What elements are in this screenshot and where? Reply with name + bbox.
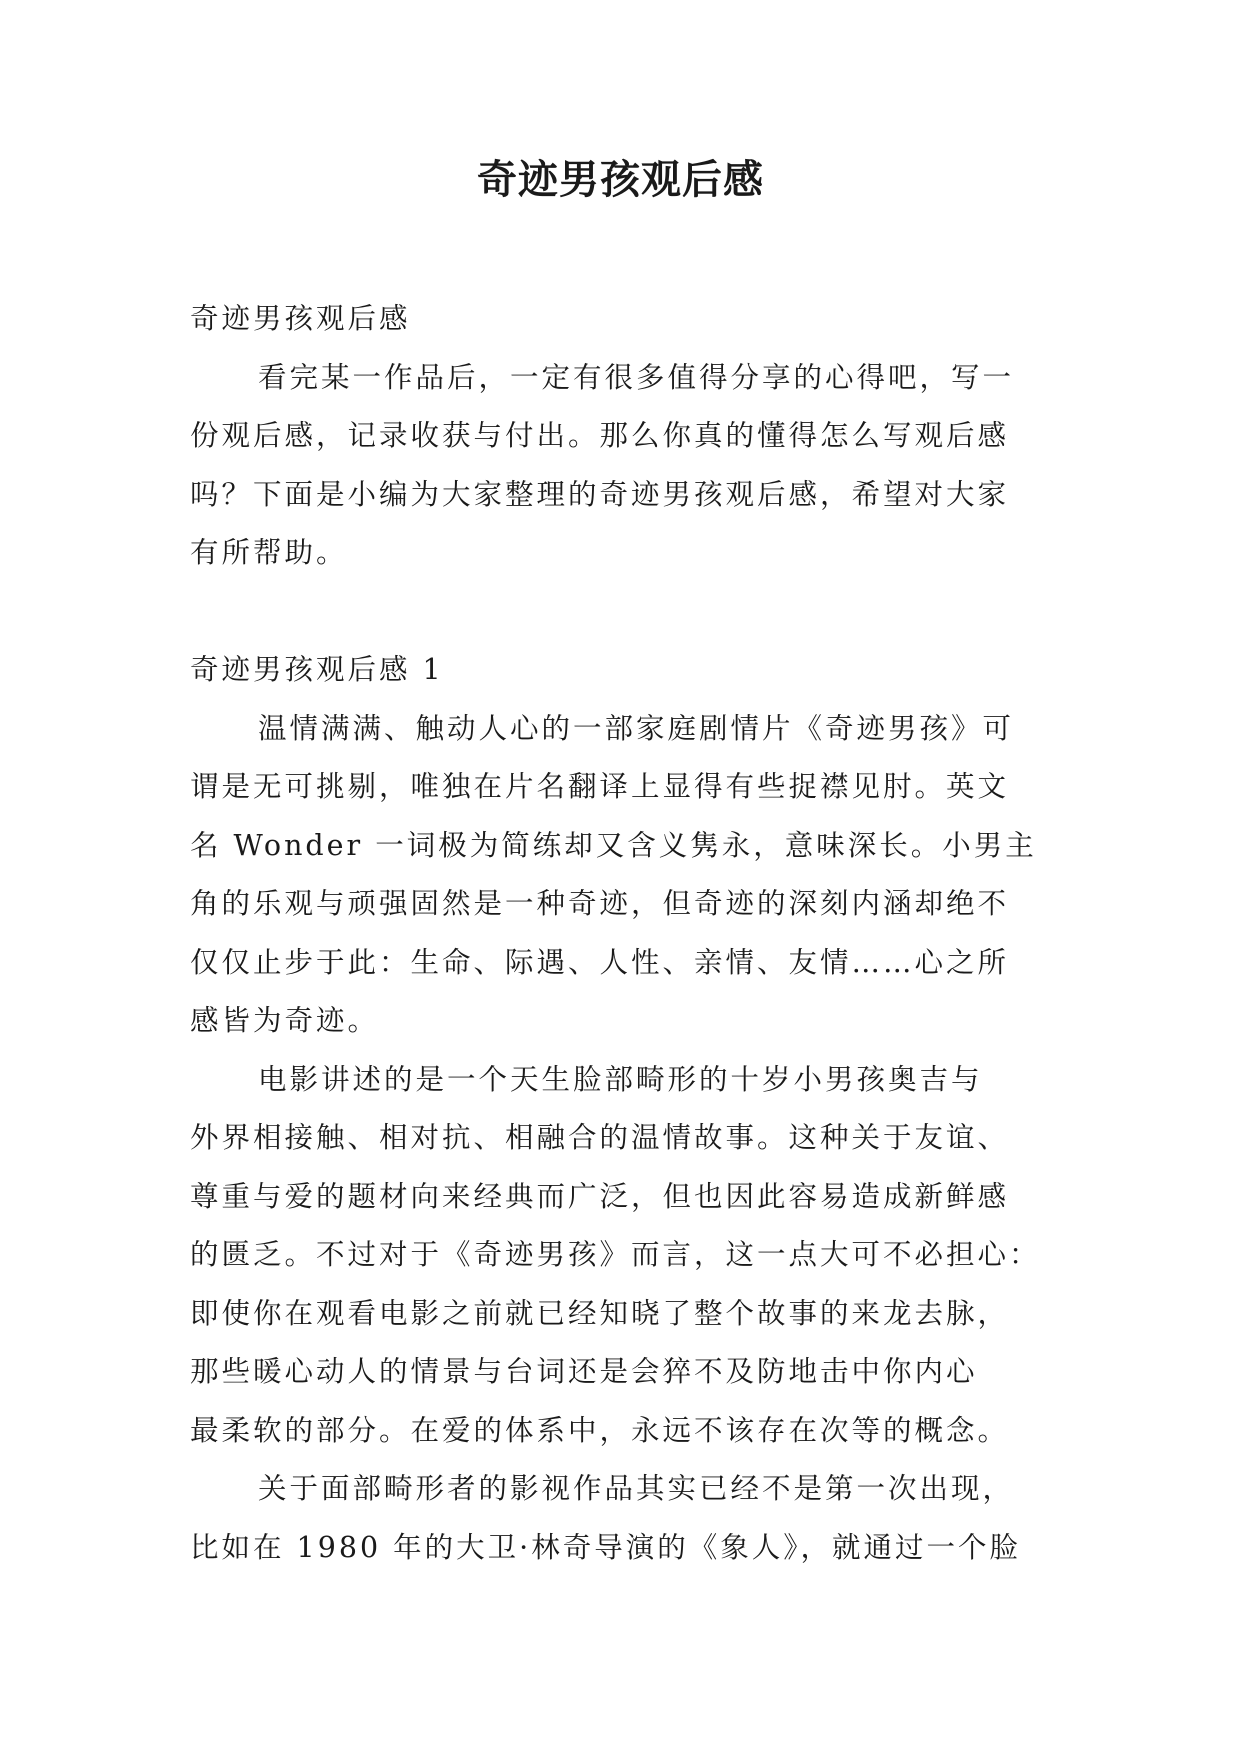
document-body [190, 290, 1052, 1577]
text-line: 看完某一作品后，一定有很多值得分享的心得吧，写一 [258, 360, 1015, 394]
text-line: 最柔软的部分。在爱的体系中，永远不该存在次等的概念。 [190, 1413, 1010, 1447]
text-line: 电影讲述的是一个天生脸部畸形的十岁小男孩奥吉与 [258, 1062, 983, 1096]
text-line: 外界相接触、相对抗、相融合的温情故事。这种关于友谊、 [190, 1121, 1010, 1154]
text-line: 奇迹男孩观后感 1 [190, 653, 444, 686]
text-line: 份观后感，记录收获与付出。那么你真的懂得怎么写观后感 [190, 419, 1010, 452]
text-line: 仅仅止步于此：生命、际遇、人性、亲情、友情……心之所 [190, 945, 1010, 979]
paragraph-gap [190, 583, 1052, 642]
text-line: 角的乐观与顽强固然是一种奇迹，但奇迹的深刻内涵却绝不 [190, 887, 1010, 920]
text-line: 名 Wonder 一词极为简练却又含义隽永，意味深长。小男主 [190, 828, 1037, 862]
text-line: 那些暖心动人的情景与台词还是会猝不及防地击中你内心 [190, 1355, 978, 1388]
text-line: 尊重与爱的题材向来经典而广泛，但也因此容易造成新鲜感 [190, 1179, 1010, 1213]
text-line: 感皆为奇迹。 [190, 1004, 380, 1037]
text-line: 关于面部畸形者的影视作品其实已经不是第一次出现， [258, 1472, 1015, 1505]
text-line: 奇迹男孩观后感 [190, 302, 411, 335]
text-line: 温情满满、触动人心的一部家庭剧情片《奇迹男孩》可 [258, 711, 1015, 745]
text-line: 即使你在观看电影之前就已经知晓了整个故事的来龙去脉， [190, 1296, 1010, 1330]
text-line: 有所帮助。 [190, 536, 348, 569]
page-title: 奇迹男孩观后感 [477, 157, 764, 203]
text-line: 谓是无可挑剔，唯独在片名翻译上显得有些捉襟见肘。英文 [190, 770, 1010, 803]
text-line: 比如在 1980 年的大卫·林奇导演的《象人》，就通过一个脸 [190, 1530, 1021, 1564]
text-line: 的匮乏。不过对于《奇迹男孩》而言，这一点大可不必担心： [190, 1238, 1041, 1271]
text-line: 吗？下面是小编为大家整理的奇迹男孩观后感，希望对大家 [190, 477, 1010, 511]
